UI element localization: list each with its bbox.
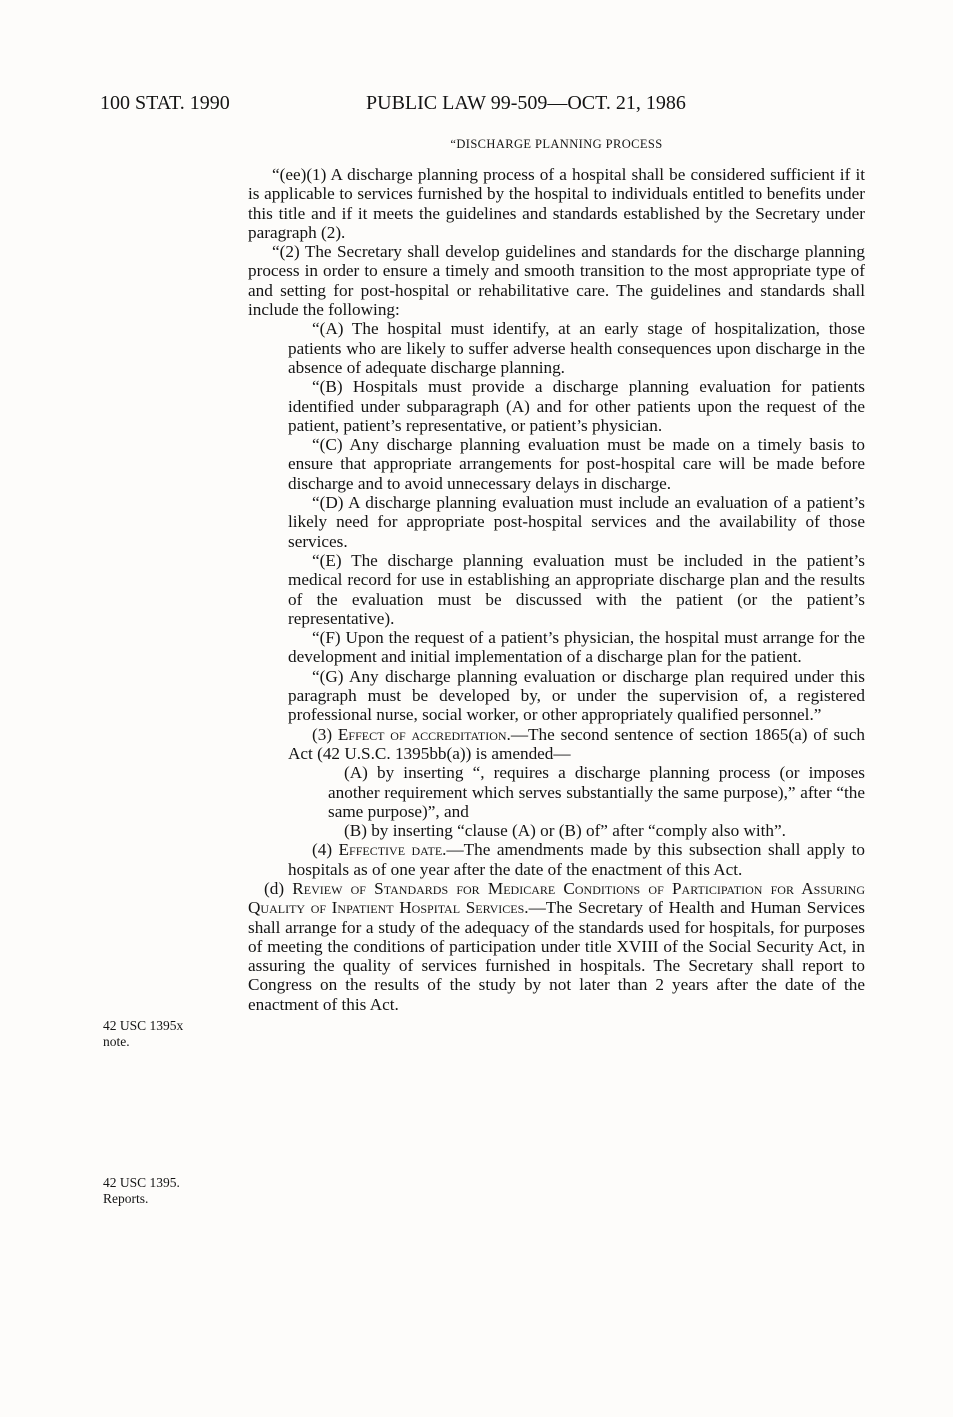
- paragraph-3-label: (3): [312, 724, 338, 744]
- paragraph-3-text: —The second sentence of section 1865(a) of such Act (42 U.S.C. 1395bb(a)) is amended—: [288, 724, 866, 763]
- subparagraph-f: “(F) Upon the request of a patient’s physician, the hospital must arrange for the development and initial implementation of a discharge plan for the patient.: [288, 628, 865, 667]
- paragraph-4-label: (4): [312, 840, 339, 860]
- statute-page-number: 100 STAT. 1990: [100, 92, 230, 114]
- subparagraph-b: “(B) Hospitals must provide a discharge planning evaluation for patients identified under subparagraph (A) and for other patients upon the request of the patient, patient’s representative, or patient’s physician.: [288, 377, 865, 435]
- subparagraph-d: “(D) A discharge planning evaluation must include an evaluation of a patient’s likely need for appropriate post-hospital services and the availability of those services.: [288, 493, 865, 551]
- paragraph-3-heading: Effect of accreditation.: [337, 724, 511, 744]
- subsection-d: [248, 879, 865, 1014]
- subsection-d-heading: Review of Standards for Medicare Conditions of Participation for Assuring Quality of Inpatient Hospital Services.: [248, 878, 865, 918]
- paragraph-4: [248, 840, 865, 879]
- margin-note-usc-1395: [103, 1175, 223, 1207]
- margin-note-2-line-1: 42 USC 1395.: [103, 1175, 180, 1190]
- public-law-citation: PUBLIC LAW 99-509—OCT. 21, 1986: [366, 92, 686, 114]
- margin-note-1-line-2: note.: [103, 1034, 130, 1049]
- paragraph-3-clause-a: (A) by inserting “, requires a discharge planning process (or imposes another requirement which serves substantially the same purpose),” after “the same purpose)”, and: [328, 763, 865, 821]
- paragraph-4-text: —The amendments made by this subsection shall apply to hospitals as of one year after the date of the enactment of this Act.: [288, 840, 865, 879]
- paragraph-3: [248, 725, 865, 764]
- subsection-d-label: (d): [264, 878, 293, 898]
- subparagraph-a: “(A) The hospital must identify, at an early stage of hospitalization, those patients who are likely to suffer adverse health consequences upon discharge in the absence of adequate discharge planning.: [288, 319, 865, 377]
- paragraph-4-heading: Effective date.: [338, 840, 447, 860]
- subparagraph-g: “(G) Any discharge planning evaluation or discharge plan required under this paragraph must be developed by, or under the supervision of, a registered professional nurse, social worker, or other appropriately qualified personnel.”: [288, 666, 865, 725]
- paragraph-ee1: “(ee)(1) A discharge planning process of a hospital shall be considered sufficient if it is applicable to services furnished by the hospital to individuals entitled to benefits under this title and if it meets the guidelines and standards established by the Secretary under paragraph (2).: [248, 165, 865, 242]
- margin-note-1-line-1: 42 USC 1395x: [103, 1018, 184, 1033]
- page-header: [100, 90, 860, 120]
- statute-body: [248, 165, 865, 1014]
- section-heading: “DISCHARGE PLANNING PROCESS: [450, 137, 663, 151]
- paragraph-ee2: “(2) The Secretary shall develop guidelines and standards for the discharge planning process in order to ensure a timely and smooth transition to the most appropriate type of and setting for post-hospital or rehabilitative care. The guidelines and standards shall include the following:: [248, 242, 865, 320]
- subparagraph-e: “(E) The discharge planning evaluation must be included in the patient’s medical record for use in establishing an appropriate discharge plan and the results of the evaluation must be discussed with the patient (or the patient’s representative).: [288, 550, 865, 628]
- margin-note-2-line-2: Reports.: [103, 1191, 149, 1206]
- subsection-d-text: —The Secretary of Health and Human Services shall arrange for a study of the adequacy of the standards used for hospitals, for purposes of meeting the conditions of participation under title XVIII of the Social Security Act, in assuring the quality of services furnished in hospitals. The Secretary shall report to Congress on the results of the study by not later than 2 years after the date of the enactment of this Act.: [248, 898, 865, 1014]
- subparagraph-c: “(C) Any discharge planning evaluation must be made on a timely basis to ensure that appropriate arrangements for post-hospital care will be made before discharge and to avoid unnecessary delays in discharge.: [288, 435, 865, 493]
- paragraph-3-clause-b: (B) by inserting “clause (A) or (B) of” after “comply also with”.: [344, 821, 786, 841]
- margin-note-usc-1395x: [103, 1018, 223, 1050]
